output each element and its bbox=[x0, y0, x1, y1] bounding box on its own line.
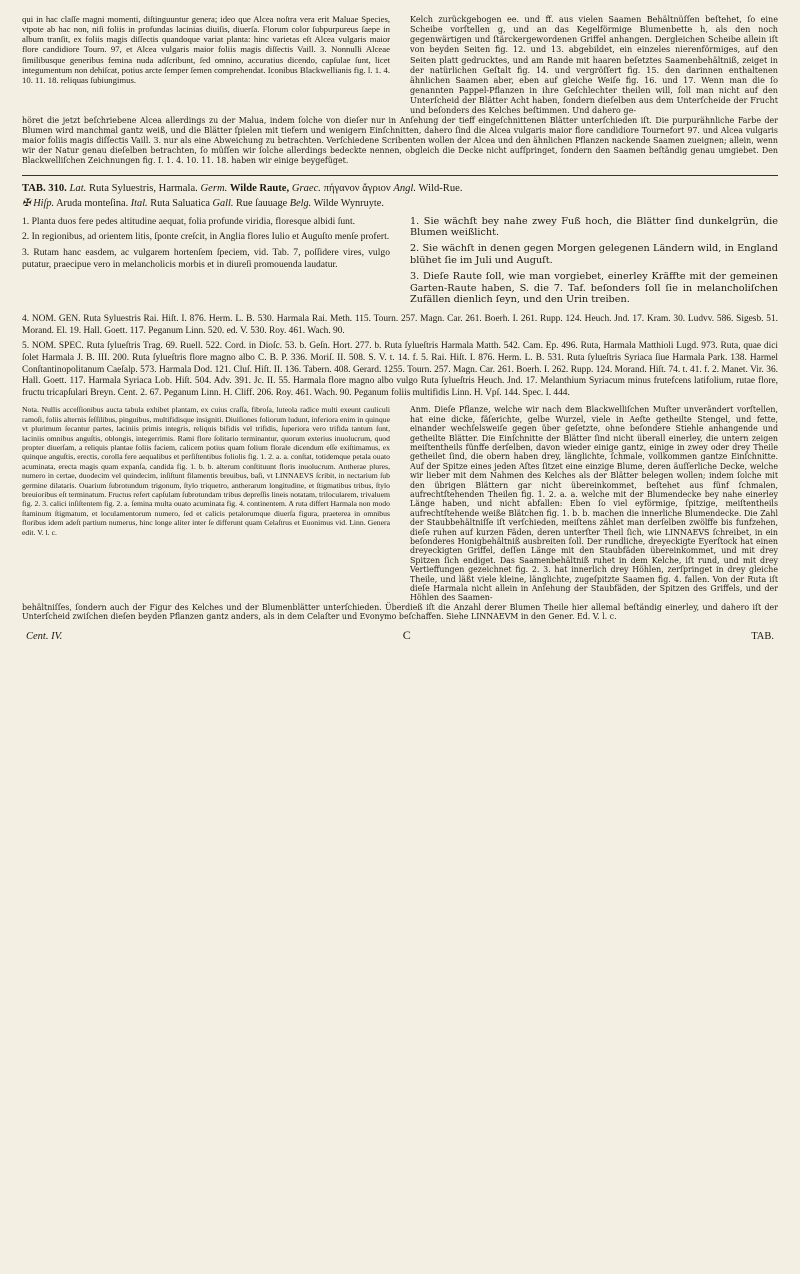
german-paragraph-alcea-continued: höret die jetzt beſchriebene Alcea allerdings zu der Malua, indem ſolche von dieſer nur in Anſehung der tieff eingeſchnittenen Blätter unterſchieden iſt. Die purpurähnliche Farbe der Blumen wird manchmal gantz weiß, und die Blätter ſpielen mit tiefern und wenigern Einſchnitten, dahero ſind die Alcea vulgaris maior flore candidiore Tournefort 97. und Alcea vulgaris maior foliis magis diſſectis Vaill. 3. nur als eine Abweichung zu betrachten. Verſchiedene Scribenten wollen der Alcea und den ähnlichen Pflanzen nackende Saamen zueignen; allein, wenn wir der Natur genau dieſelben betrachten, ſo müſſen wir ſolche allerdings bedeckte nennen, obgleich die Decke nicht aufſpringet, ſondern den Saamen beſtändig genau umgiebet. Den Blackwelliſchen Zeichnungen fig. I. 1. 4. 10. 11. 18. haben wir einige beygefüget. bbox=[22, 115, 778, 166]
german-item-2: 2. Sie wächſt in denen gegen Morgen gelegenen Ländern wild, in England blühet ſie im Juli und Auguſt. bbox=[410, 243, 778, 266]
lat-name: Ruta Syluestris, Harmala. bbox=[88, 182, 198, 194]
signature-mark: Cent. IV. bbox=[26, 630, 63, 642]
catchword: TAB. bbox=[751, 630, 774, 642]
belg-name: Wilde Wynruyte. bbox=[313, 197, 384, 209]
latin-item-1: 1. Planta duos fere pedes altitudine aequat, folia profunde viridia, floresque albidi ſunt. bbox=[22, 215, 356, 227]
latin-numbered-column bbox=[22, 216, 390, 311]
latin-item-3: 3. Rutam hanc easdem, ac vulgarem hortenſem ſpeciem, vid. Tab. 7, poſſidere vires, vulgo putatur, praecipue vero in melancholicis morbis et in diureſi promouenda laudatur. bbox=[22, 247, 390, 270]
gall-label: Gall. bbox=[212, 197, 234, 209]
germ-name: Wilde Raute, bbox=[229, 182, 290, 194]
ital-name: Ruta Saluatica bbox=[150, 197, 210, 209]
german-item-1: 1. Sie wächſt bey nahe zwey Fuß hoch, die Blätter ſind dunkelgrün, die Blumen weißlicht. bbox=[410, 215, 778, 239]
nom-gen-paragraph: 4. NOM. GEN. Ruta Syluestris Rai. Hiſt. I. 876. Herm. L. B. 530. Harmala Rai. Meth. 115. Tourn. 257. Magn. Car. 261. Boerh. I. 261. Rupp. 124. Heuch. Jnd. 17. Kram. 30. Ludvv. 586. Sigesb. 51. Morand. El. 19. Hall. Goett. 117. Peganum Linn. 520. ed. V. 530. Roy. 461. Wach. 90. bbox=[22, 314, 778, 336]
top-section bbox=[22, 14, 778, 116]
german-note-column bbox=[410, 405, 778, 603]
german-column-top bbox=[410, 14, 778, 116]
latin-column-top bbox=[22, 14, 390, 116]
lat-label: Lat. bbox=[69, 182, 87, 194]
german-note: Anm. Dieſe Pflanze, welche wir nach dem Blackwelliſchen Muſter unverändert vorſtellen, hat eine dicke, fäſerichte, gelbe Wurzel, viele in Aeſte getheilte Stengel, und fette, einander wechſelsweiſe gegen über geſetzte, ohne beſondere Stiehle anhangende und getheilte Blätter. Die Einſchnitte der Blätter ſind nicht überall einerley, die untern zeigen meiſtentheils fünffe derſelben, davon wieder einige gantz, einige in zwey oder drey Theile getheilet ſind, die obern haben drey, länglichte, ſchmale, vollkommen gantze Einſchnitte. Auf der Spitze eines jeden Aſtes ſitzet eine einzige Blume, deren äuſſerliche Decke, welche wir lieber mit dem Nahmen des Kelches als der Blätter belegen wollen; indem ſolche mit den übrigen Blättern gar nicht übereinkommet, beſtehet aus fünf ſchmalen, aufrechtſtehenden Theilen fig. 1. 2. a. a. welche mit der Blumendecke bey nahe einerley Länge haben, und nicht abfallen: Eben ſo viel eyförmige, ſpitzige, meiſtentheils aufrechtſtehende weiße Blätchen fig. 1. b. b. machen die innerliche Blumendecke. Die Zahl der Staubbehältniſſe iſt verſchieden, meiſtens zählet man derſelben zwölffe bis funfzehen, dieſe ruhen auf kurzen Fäden, deren unterſter Theil ſich, wie LINNAEVS ſchreibet, in ein beſonderes Honigbehältniß ausbreiten ſoll. Der rundliche, dreyeckigte Eyerſtock hat einen dreyeckigten Griffel, deſſen Länge mit den Staubfäden übereinkommet, und mit drey Spitzen ſich endiget. Das Saamenbehältniß ruhet in dem Kelche, iſt rund, und mit drey Vertieffungen gezeichnet fig. 2. 3. hat innerlich drey Höhlen, zerſpringet in drey gleiche Theile, und läßt viele kleine, länglichte, zugeſpitzte Saamen fig. 4. fallen. Von der Ruta iſt dieſe Harmala nicht allein in Anſehung der Staubfäden, der Spitzen des Griffels, und der Höhlen des Saamen- bbox=[410, 405, 778, 603]
graec-label: Graec. bbox=[291, 182, 321, 194]
graec-name: πήγανον ἄγριον bbox=[323, 182, 391, 194]
german-paragraph-alcea: Kelch zurückgebogen ee. und ff. aus vielen Saamen Behältnüſſen beſtehet, ſo eine Scheibe vorſtellen g, und an das Kegelförmige Blumenbette h, als den noch gegenwärtigen und ſtärckergewordenen Griffel anhangen. Dergleichen Scheibe allein iſt von beyden Seiten fig. 12. und 13. abgebildet, ein einzeles nierenförmiges, auf den Seiten platt gedrucktes, und am Rande mit haaren beſetztes Saamenbehältniß, zeiget in der natürlichen Geſtalt fig. 14. und vergröſſert fig. 15. den darinnen enthaltenen ähnlichen Saamen aber, eben auf gleiche Weiſe fig. 16. und 17. Wenn man die ſo genannten Pappel-Pflanzen in ihre Geſchlechter theilen will, ſoll man nicht auf den Unterſcheid der Blätter Acht haben, ſondern dieſelben aus dem Unterſcheide der Frucht und beſonders des Kelches beſtimmen. Und dahero ge- bbox=[410, 14, 778, 116]
tab-heading-line-2 bbox=[22, 197, 778, 210]
nom-spec-paragraph: 5. NOM. SPEC. Ruta ſylueſtris Trag. 69. Ruell. 522. Cord. in Dioſc. 53. b. Geſn. Hort. 277. b. Ruta ſylueſtris Harmala Matth. 542. Cam. Ep. 496. Ruta, Harmala Matthioli Lugd. 973. Ruta, quae dici ſolet Harmala J. B. III. 200. Ruta ſylueſtris flore magno albo C. B. P. 336. Moriſ. II. 508. S. V. t. 14. f. 5. Rai. Hiſt. I. 876. Herm. L. B. 531. Ruta ſylueſtris Syriaca ſiue Harmala Park. 138. Harmel Conſtantinopolitanum Caeſalp. 573. Harmala Dod. 121. Cluſ. Hiſt. II. 136. Tabern. 408. Gerard. 1255. Tourn. 257. Magn. Car. 261. Boerh. I. 262. Rupp. 124. Morand. Hiſt. 74. t. 41. f. 2. Manet. Vir. 36. Hall. Goett. 117. Harmala Syriaca Lob. Hiſt. 504. Adv. 391. Jc. II. 55. Harmala flore magno albo vulgo Ruta ſylueſtris Heuch. Jnd. 17. Melanthium Syriacum minus frutefcens latifolium, rutae flore, fructu tricapſulari Breyn. Cent. 2. 67. Peganum Linn. H. Cliff. 206. Roy. 461. Wach. 90. Peganum foliis multifidis Linn. H. Vpſ. 144. Spec. I. 444. bbox=[22, 341, 778, 398]
tab-heading bbox=[22, 182, 778, 195]
latin-paragraph-alcea: qui in hac claſſe magni momenti, diſtinguuntur genera; ideo que Alcea noſtra vera erit Maluae Species, vtpote ab hac non, niſi foliis in profundas lacinias diuiſis, diuerſa. Florum color ſubpurpureus ſaepe in album tranſit, ex foliis magis diſſectis quandoque variat planta: hinc varietas eſt Alcea vulgaris maior flore candidiore Tourn. 97, et Alcea vulgaris maior foliis magis diſſectis Vaill. 3. Nonnulli Alceae ſimilibusque generibus femina nuda adſcribunt, ſed omnino, accuratius dicendo, capſulae ſunt, licet integumentum non dehiſcat, potius arcte ſemper ſemen comprehendat. Iconibus Blackwellianis fig. l. 1. 4. 10. 11. 18. reliquas ſubiungimus. bbox=[22, 14, 390, 85]
german-item-3: 3. Dieſe Raute ſoll, wie man vorgiebet, einerley Kräffte mit der gemeinen Garten-Raute haben, S. die 7. Taf. beſonders ſoll ſie in melancholiſchen Zufällen dienlich ſeyn, und den Urin treiben. bbox=[410, 270, 778, 306]
latin-item-2: 2. In regionibus, ad orientem litis, ſponte creſcit, in Anglia flores Iulio et Auguſto menſe profert. bbox=[22, 231, 390, 243]
belg-label: Belg. bbox=[289, 197, 312, 209]
latin-note: Nota. Nullis acceſſionibus aucta tabula exhibet plantam, ex cuius craſſa, fibroſa, luteola radice multi exeunt cauliculi ramoſi, foliis alternis ſeſſilibus, pinguibus, multifidisque insigniti. Diuiſiones foliorum ludunt, inferiora enim in quinque vt plurimum ſecantur partes, laciniis primis integris, reliquis bifidis vel trifidis, ſuperiora vero trifida tantum ſunt, laciniis omnibus anguſtis, oblongis, integerrimis. Rami flore ſolitario terminantur, quorum exterius inuolucrum, quod propter diuerſam, a reliquis plantae foliis faciem, calicem potius quam folium florale dicendum eſſe exiſtimamus, ex quinque anguſtis, erectis, corolla fere aequalibus et perſiſtentibus foliolis fig. 1. 2. a. a. conſtat, totidemque petala ouato acuminata, erecta magis quam expanſa, candida fig. 1. b. b. alterum conſtituunt floris inuolucrum. Antherae plures, numero in certae, duodecim vel quindecim, inſiſtunt filamentis breuibus, baſi, vt LINNAEVS ſcribit, in nectarium ſub germine dilataris. Ouarium ſubrotundum trigonum, ſtylo triquetro, antherarum longitudine, et ſtigmatibus tribus, ſtylo breuioribus eſt terminatum. Fructus refert capſulam ſubrotundam tribus depreſſis lineis notatam, trilocularem, trivaluem fig. 2. 3. calici inſiſtentem fig. 2. a. ſemina multa ouato acuminata fig. 4. continentem. A ruta differt Harmala non modo ſtaminum ſtigmatum, et loculamentorum numero, ſed et calicis petalorumque diuerſa figura, praeterea in omnibus floribus idem adeſt partium numerus, hinc longe aliter inter ſe differunt quam Celaſtrus et Euonimus vid. Linn. Genera edit. V. l. c. bbox=[22, 405, 390, 537]
german-numbered-column bbox=[410, 216, 778, 311]
ital-label: Ital. bbox=[130, 197, 148, 209]
numbered-section bbox=[22, 216, 778, 311]
angl-label: Angl. bbox=[393, 182, 417, 194]
hisp-name: Aruda monteſina. bbox=[56, 197, 129, 209]
page-footer bbox=[22, 628, 778, 643]
gall-name: Rue ſauuage bbox=[236, 197, 288, 209]
german-note-continued: behältniſſes, ſondern auch der Figur des Kelches und der Blumenblätter unterſchieden. Überdieß iſt die Anzahl derer Blumen Theile hier allemal beſtändig einerley, und dahero iſt der Unterſcheid zwiſchen dieſen beyden Pflanzen gantz anders, als in dem Celaſter und Evonymo beſchaffen. Siehe LINNAEVM in den Gener. Ed. V. l. c. bbox=[22, 602, 778, 622]
gathering-letter: C bbox=[402, 627, 411, 642]
angl-name: Wild-Rue. bbox=[418, 182, 463, 194]
section-divider bbox=[22, 175, 778, 176]
note-section bbox=[22, 405, 778, 603]
latin-note-column bbox=[22, 405, 390, 603]
hisp-label: ✠ Hiſp. bbox=[22, 197, 55, 209]
germ-label: Germ. bbox=[200, 182, 228, 194]
tab-number: TAB. 310. bbox=[22, 182, 67, 194]
